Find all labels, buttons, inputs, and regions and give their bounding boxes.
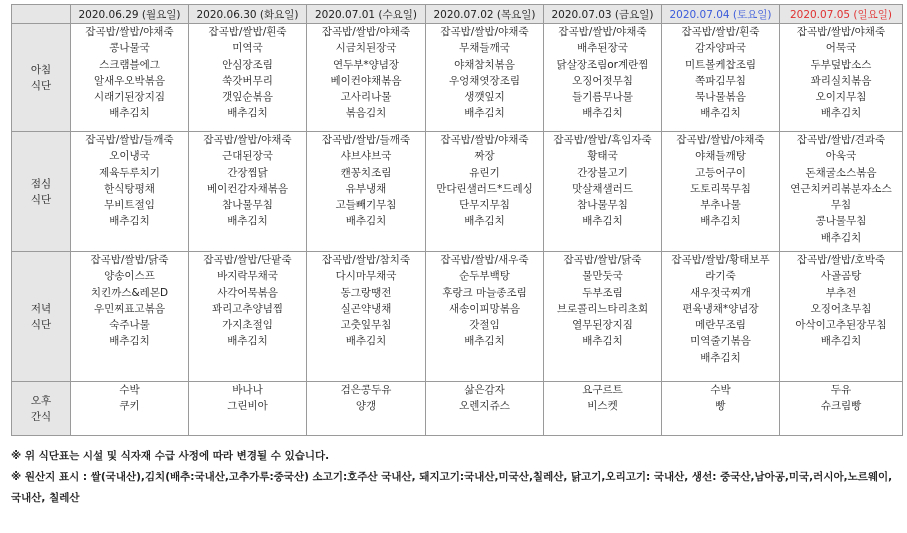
- menu-cell: [189, 24, 307, 132]
- menu-item: 열무된장지짐: [572, 319, 633, 332]
- menu-item: 빵: [715, 400, 726, 413]
- menu-table-wrapper: [11, 4, 902, 436]
- menu-item: 배추김치: [109, 335, 150, 348]
- menu-item: 배추김치: [227, 215, 268, 228]
- menu-item: 배추김치: [109, 215, 150, 228]
- menu-item: 잡곡밥/쌀밥/새우죽: [440, 254, 529, 266]
- menu-cell: [780, 382, 903, 436]
- menu-cell: [426, 252, 544, 382]
- menu-item: 쪽파김무침: [695, 74, 746, 87]
- menu-item: 꽈리고추양념찜: [211, 302, 283, 315]
- menu-item: 잡곡밥/쌀밥/참치죽: [321, 254, 411, 266]
- menu-cell: [544, 132, 662, 252]
- day-header: 2020.07.02 (목요일): [426, 5, 544, 24]
- menu-cell: [307, 24, 426, 132]
- menu-item: 새송이피망볶음: [448, 302, 520, 315]
- menu-item: 배추김치: [227, 107, 268, 120]
- menu-item: 배추김치: [109, 107, 150, 120]
- menu-item: 검은콩두유: [340, 384, 392, 396]
- menu-item: 배추김치: [820, 231, 862, 244]
- origin-notice: ※ 원산지 표시 : 쌀(국내산),김치(배추:국내산,고추가루:중국산) 소고기:호주산 국내산, 돼지고기:국내산,미국산,칠레산, 닭고기,오리고기: 국내산, 생선: 중국산,남아공,미국,러시아,노르웨이,국내산, 칠레산: [11, 471, 893, 504]
- menu-item: 사골곰탕: [820, 270, 862, 283]
- menu-item: 갓절임: [469, 319, 500, 332]
- menu-item: 콩나물국: [109, 42, 150, 55]
- meal-label-line: 저녁: [30, 302, 52, 315]
- menu-cell: [662, 382, 780, 436]
- menu-item: 배추김치: [700, 215, 741, 228]
- menu-item: 가지초절임: [222, 319, 273, 332]
- menu-item: 참나물무침: [577, 199, 628, 212]
- menu-item: 고들빼기무침: [335, 199, 397, 212]
- menu-item: 두부덮밥소스: [810, 58, 872, 71]
- menu-item: 잡곡밥/쌀밥/황태보푸: [671, 254, 770, 266]
- menu-item: 오이지무침: [815, 91, 867, 104]
- menu-item: 짜장: [474, 150, 495, 163]
- day-header: 2020.06.29 (월요일): [71, 5, 189, 24]
- menu-item: 물만둣국: [582, 270, 623, 283]
- menu-item: 편육냉채*양념장: [682, 302, 759, 315]
- menu-item: 연근치커리볶분자소스: [790, 182, 892, 195]
- meal-label-line: 식단: [30, 193, 52, 206]
- meal-label-line: 오후: [30, 394, 52, 407]
- menu-item: 오징어초무침: [810, 302, 872, 315]
- menu-item: 요구르트: [582, 384, 623, 396]
- menu-item: 새우젓국찌개: [690, 286, 751, 299]
- weekly-menu-table: [11, 4, 903, 436]
- meal-label: [12, 252, 71, 382]
- notes-section: [11, 446, 902, 509]
- menu-item: 실곤약냉채: [340, 302, 392, 315]
- menu-item: 베이컨감자채볶음: [206, 182, 289, 195]
- menu-item: 고춧잎무침: [340, 319, 392, 332]
- menu-item: 슈크림빵: [820, 400, 862, 413]
- menu-item: 잡곡밥/쌀밥/호박죽: [796, 254, 886, 266]
- menu-item: 오렌지쥬스: [459, 400, 510, 413]
- menu-item: 고사리나물: [340, 91, 392, 104]
- day-header: 2020.06.30 (화요일): [189, 5, 307, 24]
- menu-item: 잡곡밥/쌀밥/들깨죽: [85, 134, 174, 146]
- menu-item: 잡곡밥/쌀밥/닭죽: [90, 254, 169, 266]
- menu-item: 만다린샐러드*드레싱: [436, 182, 533, 195]
- menu-item: 배추김치: [582, 107, 623, 120]
- menu-item: 닭살장조림or계란찜: [556, 58, 649, 71]
- menu-cell: [307, 252, 426, 382]
- menu-item: 잡곡밥/쌀밥/흑임자죽: [553, 134, 652, 146]
- menu-item: 메란무조림: [695, 319, 746, 332]
- menu-item: 오징어젓무침: [572, 74, 633, 87]
- menu-item: 간장불고기: [577, 166, 628, 179]
- menu-cell: [426, 382, 544, 436]
- menu-item: 배추김치: [820, 335, 862, 348]
- menu-item: 두유: [830, 384, 852, 396]
- menu-item: 들기름무나물: [572, 91, 633, 104]
- menu-item: 양갱: [355, 400, 377, 413]
- menu-item: 제육두루치기: [99, 166, 160, 179]
- menu-item: 베이컨야채볶음: [330, 74, 402, 87]
- menu-item: 잡곡밥/쌀밥/견과죽: [796, 134, 886, 146]
- meal-label: [12, 382, 71, 436]
- menu-item: 잡곡밥/쌀밥/야채죽: [796, 26, 886, 38]
- menu-item: 근대된장국: [222, 150, 273, 163]
- menu-item: 배추된장국: [577, 42, 628, 55]
- day-header: 2020.07.01 (수요일): [307, 5, 426, 24]
- menu-item: 바나나: [232, 384, 263, 396]
- meal-label: [12, 132, 71, 252]
- menu-item: 우민찌표고볶음: [93, 302, 165, 315]
- lunch-row: [12, 132, 903, 252]
- menu-item: 감자양파국: [695, 42, 746, 55]
- menu-cell: [662, 252, 780, 382]
- menu-item: 생깻잎지: [464, 91, 505, 104]
- menu-item: 아삭이고추된장무침: [795, 319, 887, 332]
- menu-item: 콩나물무침: [815, 215, 867, 228]
- menu-item: 미역국: [232, 42, 263, 55]
- menu-item: 도토리묵무침: [690, 182, 751, 195]
- meal-label: [12, 24, 71, 132]
- menu-item: 꽈리실치볶음: [810, 74, 872, 87]
- menu-cell: [780, 132, 903, 252]
- menu-cell: [780, 252, 903, 382]
- menu-item: 배추김치: [582, 215, 623, 228]
- menu-item: 야채들깨탕: [695, 150, 746, 163]
- menu-item: 캔꽁치조림: [340, 166, 392, 179]
- menu-item: 사각어묵볶음: [217, 286, 278, 299]
- menu-cell: [189, 132, 307, 252]
- menu-item: 배추김치: [700, 107, 741, 120]
- menu-item: 샤브샤브국: [340, 150, 392, 163]
- menu-item: 안심장조림: [222, 58, 273, 71]
- menu-item: 무비트절임: [104, 199, 155, 212]
- menu-item: 배추김치: [227, 335, 268, 348]
- menu-cell: [426, 24, 544, 132]
- menu-cell: [71, 132, 189, 252]
- menu-item: 스크램블에그: [99, 58, 160, 71]
- menu-item: 아욱국: [825, 150, 857, 163]
- menu-item: 배추김치: [464, 215, 505, 228]
- menu-item: 어묵국: [825, 42, 857, 55]
- menu-item: 미트볼케찹조림: [684, 58, 756, 71]
- menu-item: 유부냉채: [345, 182, 387, 195]
- menu-item: 무침: [830, 199, 852, 212]
- meal-label-line: 식단: [30, 318, 52, 331]
- menu-item: 수박: [710, 384, 731, 396]
- day-header: 2020.07.03 (금요일): [544, 5, 662, 24]
- menu-cell: [71, 382, 189, 436]
- menu-item: 잡곡밥/쌀밥/야채죽: [676, 134, 765, 146]
- menu-item: 잡곡밥/쌀밥/야채죽: [85, 26, 174, 38]
- menu-item: 잡곡밥/쌀밥/흰죽: [208, 26, 287, 38]
- menu-item: 간장찜닭: [227, 166, 268, 179]
- menu-cell: [662, 24, 780, 132]
- menu-item: 한식탕평채: [104, 182, 155, 195]
- breakfast-row: [12, 24, 903, 132]
- menu-item: 부추나물: [700, 199, 741, 212]
- menu-item: 무채들깨국: [459, 42, 510, 55]
- menu-item: 배추김치: [820, 107, 862, 120]
- menu-item: 시래기된장지짐: [93, 91, 165, 104]
- menu-item: 배추김치: [464, 335, 505, 348]
- menu-item: 후랑크 마늘종조림: [442, 286, 527, 299]
- menu-item: 잡곡밥/쌀밥/닭죽: [563, 254, 642, 266]
- menu-item: 잡곡밥/쌀밥/들깨죽: [321, 134, 411, 146]
- menu-item: 양송이스프: [104, 270, 155, 283]
- menu-item: 알새우오박볶음: [93, 74, 165, 87]
- menu-cell: [426, 132, 544, 252]
- day-header-saturday: 2020.07.04 (토요일): [662, 5, 780, 24]
- menu-item: 잡곡밥/쌀밥/흰죽: [681, 26, 760, 38]
- meal-label-line: 아침: [30, 63, 52, 76]
- menu-cell: [189, 382, 307, 436]
- menu-item: 맛살채샐러드: [572, 182, 633, 195]
- menu-item: 숙주나물: [109, 319, 150, 332]
- menu-item: 순두부백탕: [459, 270, 510, 283]
- menu-cell: [662, 132, 780, 252]
- change-notice: ※ 위 식단표는 시설 및 식자재 수급 사정에 따라 변경될 수 있습니다.: [11, 450, 330, 462]
- menu-item: 브로콜리느타리초회: [556, 302, 649, 315]
- menu-item: 배추김치: [464, 107, 505, 120]
- menu-item: 배추김치: [345, 335, 387, 348]
- menu-item: 그린비아: [227, 400, 268, 413]
- meal-label-line: 간식: [30, 410, 52, 423]
- menu-item: 묵나물볶음: [695, 91, 746, 104]
- menu-item: 유린기: [469, 166, 500, 179]
- menu-item: 잡곡밥/쌀밥/야채죽: [440, 134, 529, 146]
- menu-item: 단무지무침: [459, 199, 510, 212]
- menu-item: 삶은감자: [464, 384, 505, 396]
- dinner-row: [12, 252, 903, 382]
- menu-cell: [189, 252, 307, 382]
- menu-item: 비스켓: [587, 400, 618, 413]
- menu-item: 잡곡밥/쌀밥/야채죽: [321, 26, 411, 38]
- menu-item: 잡곡밥/쌀밥/야채죽: [203, 134, 292, 146]
- menu-cell: [544, 252, 662, 382]
- menu-item: 부추전: [825, 286, 857, 299]
- menu-cell: [780, 24, 903, 132]
- menu-item: 잡곡밥/쌀밥/야채죽: [558, 26, 647, 38]
- menu-item: 오이냉국: [109, 150, 150, 163]
- menu-cell: [307, 132, 426, 252]
- menu-item: 치킨까스&레몬D: [90, 286, 169, 299]
- menu-item: 배추김치: [582, 335, 623, 348]
- menu-cell: [544, 24, 662, 132]
- menu-item: 잡곡밥/쌀밥/단팥죽: [203, 254, 292, 266]
- menu-item: 바지락무채국: [217, 270, 278, 283]
- menu-item: 잡곡밥/쌀밥/야채죽: [440, 26, 529, 38]
- menu-item: 쿠키: [119, 400, 140, 413]
- menu-cell: [307, 382, 426, 436]
- menu-item: 고등어구이: [695, 166, 746, 179]
- menu-item: 두부조림: [582, 286, 623, 299]
- date-header-row: [12, 5, 903, 24]
- corner-cell: [12, 5, 71, 24]
- menu-item: 라기죽: [705, 270, 736, 283]
- menu-item: 미역줄기볶음: [690, 335, 751, 348]
- menu-item: 다시마무채국: [335, 270, 397, 283]
- menu-item: 동그랑땡전: [340, 286, 392, 299]
- menu-item: 황태국: [587, 150, 618, 163]
- snack-row: [12, 382, 903, 436]
- menu-item: 볶음김치: [345, 107, 387, 120]
- menu-item: 야채참치볶음: [454, 58, 515, 71]
- menu-item: 참나물무침: [222, 199, 273, 212]
- menu-cell: [71, 24, 189, 132]
- menu-item: 돈채굴소스볶음: [805, 166, 877, 179]
- meal-label-line: 점심: [30, 177, 52, 190]
- menu-item: 갯잎순볶음: [222, 91, 273, 104]
- menu-item: 우엉채엿장조림: [448, 74, 520, 87]
- day-header-sunday: 2020.07.05 (일요일): [780, 5, 903, 24]
- menu-cell: [544, 382, 662, 436]
- menu-item: 수박: [119, 384, 140, 396]
- menu-item: 시금치된장국: [335, 42, 397, 55]
- menu-item: 쑥갓버무리: [222, 74, 273, 87]
- menu-item: 배추김치: [700, 351, 741, 364]
- meal-label-line: 식단: [30, 79, 52, 92]
- menu-item: 배추김치: [345, 215, 387, 228]
- menu-cell: [71, 252, 189, 382]
- menu-item: 연두부*양념장: [332, 58, 400, 71]
